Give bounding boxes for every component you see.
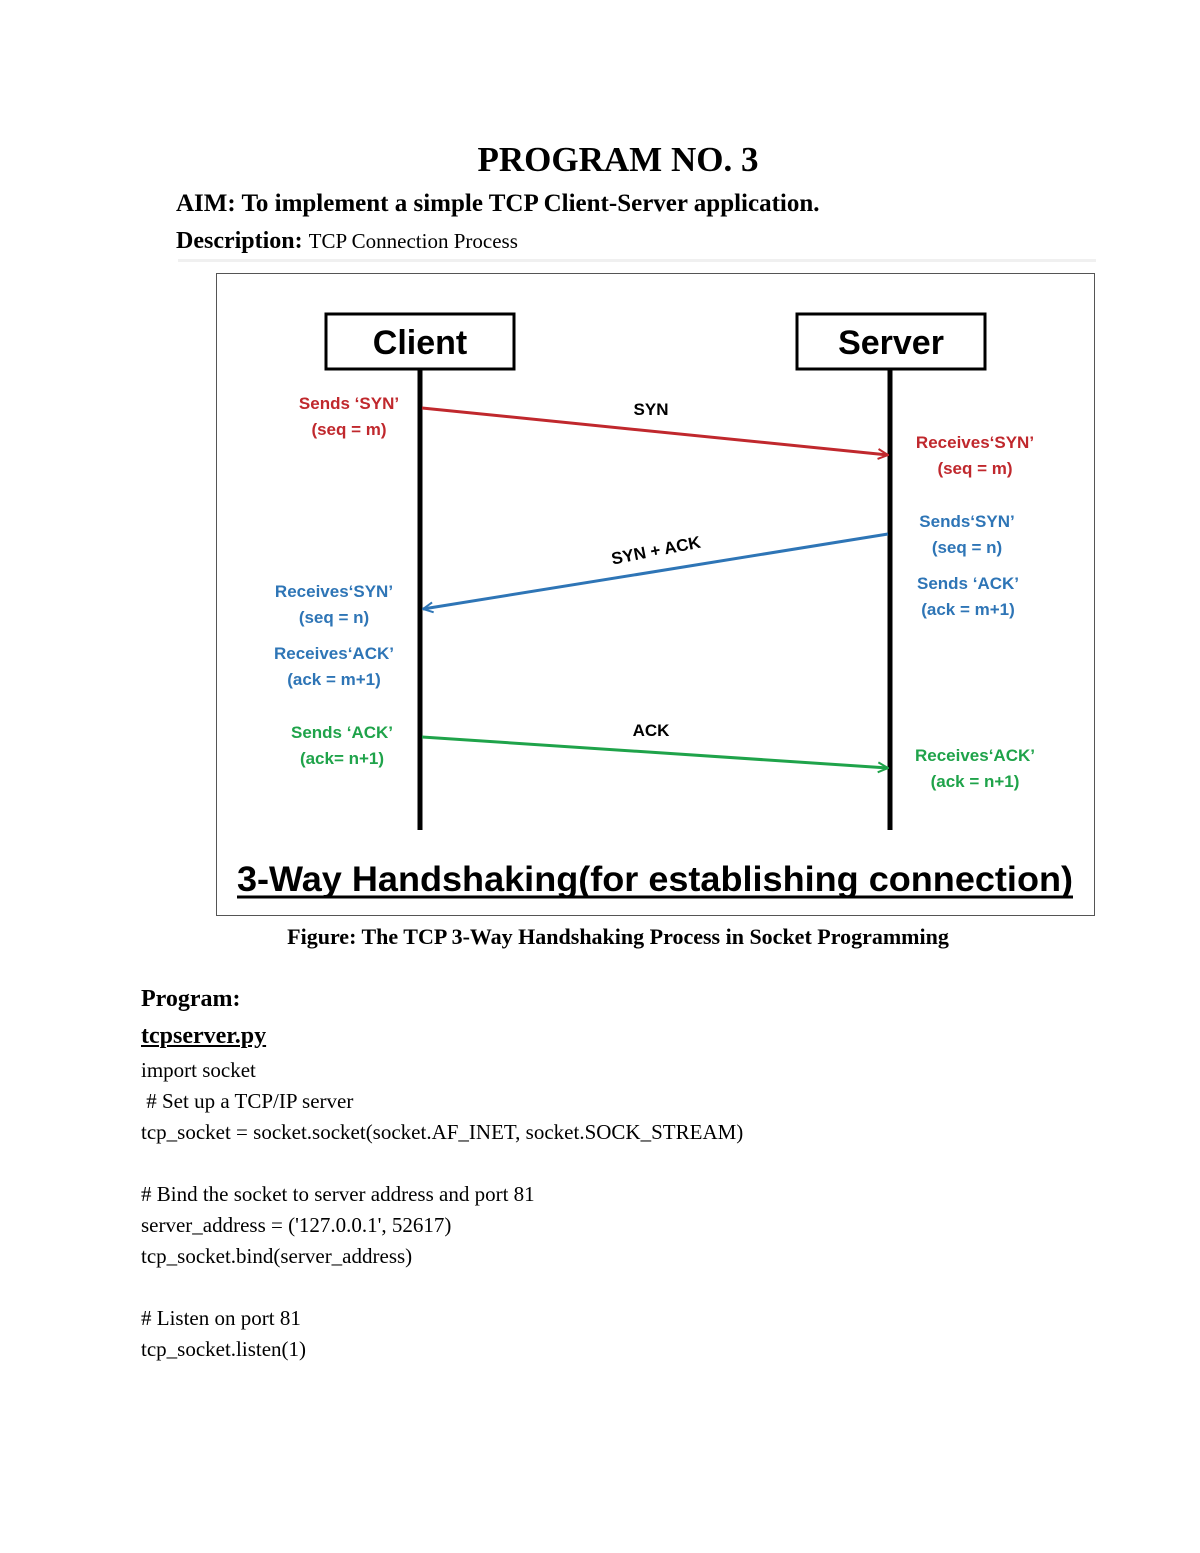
syn-ack-label: SYN + ACK: [609, 532, 703, 569]
code-line: # Listen on port 81: [141, 1306, 301, 1330]
ack-arrow: [422, 737, 888, 768]
description-label: Description:: [176, 228, 303, 254]
client-sends-ack-value: (ack= n+1): [299, 749, 385, 768]
server-sends-ack-value: (ack = m+1): [921, 600, 1015, 619]
server-sends-syn-seq: (seq = n): [931, 538, 1003, 557]
syn-label: SYN: [633, 400, 669, 419]
client-receives-syn-note: Receives‘SYN’: [274, 582, 394, 601]
handshake-diagram-svg: [217, 274, 1094, 915]
code-line: [141, 1148, 743, 1179]
code-line: [141, 1272, 743, 1303]
code-line: tcp_socket.bind(server_address): [141, 1244, 413, 1268]
code-line: # Bind the socket to server address and port 81: [141, 1182, 535, 1206]
code-line: # Set up a TCP/IP server: [141, 1089, 354, 1113]
figure-caption: Figure: The TCP 3-Way Handshaking Process in Socket Programming: [287, 924, 949, 949]
code-line: import socket: [141, 1058, 256, 1082]
client-label: Client: [372, 324, 468, 362]
ack-label: ACK: [632, 721, 670, 740]
description: [176, 228, 518, 255]
server-receives-ack-value: (ack = n+1): [930, 772, 1020, 791]
program-filename: tcpserver.py: [141, 1023, 267, 1049]
server-label: Server: [838, 324, 944, 362]
page-title: PROGRAM NO. 3: [477, 140, 759, 179]
client-receives-syn-seq: (seq = n): [298, 608, 370, 627]
server-receives-ack-note: Receives‘ACK’: [914, 746, 1036, 765]
code-line: server_address = ('127.0.0.1', 52617): [141, 1213, 452, 1237]
program-label: Program:: [141, 986, 241, 1012]
client-receives-ack-value: (ack = m+1): [287, 670, 381, 689]
code-block: [141, 1055, 743, 1365]
server-receives-syn-note: Receives‘SYN’: [915, 433, 1035, 452]
client-sends-ack-note: Sends ‘ACK’: [290, 723, 394, 742]
code-line: tcp_socket = socket.socket(socket.AF_INET, socket.SOCK_STREAM): [141, 1120, 744, 1144]
client-sends-syn-seq: (seq = m): [311, 420, 387, 439]
server-sends-ack-note: Sends ‘ACK’: [916, 574, 1020, 593]
client-receives-ack-note: Receives‘ACK’: [273, 644, 395, 663]
server-receives-syn-seq: (seq = m): [937, 459, 1013, 478]
client-sends-syn-note: Sends ‘SYN’: [298, 394, 400, 413]
aim-statement: AIM: To implement a simple TCP Client-Server application.: [176, 190, 820, 217]
divider: [178, 259, 1096, 262]
description-value: TCP Connection Process: [308, 229, 518, 253]
diagram-footer-title: 3-Way Handshaking(for establishing connection): [237, 860, 1073, 899]
code-line: tcp_socket.listen(1): [141, 1337, 307, 1361]
handshake-diagram: [216, 273, 1095, 916]
server-sends-syn-note: Sends‘SYN’: [919, 512, 1015, 531]
